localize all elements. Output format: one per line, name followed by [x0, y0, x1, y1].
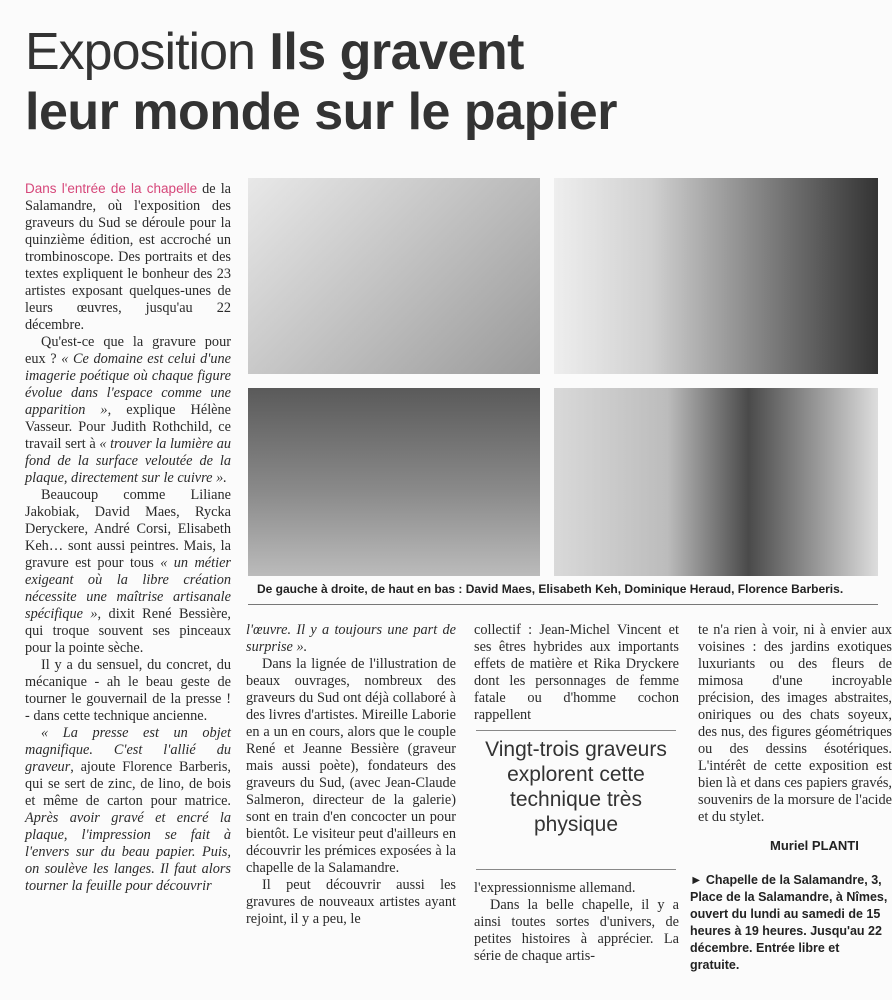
col1-p5b: , ajoute Florence Barberis, qui se sert de zinc, de lino, de bois et même de carton pour matrice.	[25, 759, 231, 809]
photo-david-maes	[248, 178, 540, 374]
pull-quote: Vingt-trois graveurs explorent cette technique très physique	[476, 730, 676, 870]
photo-dominique-heraud	[248, 388, 540, 576]
article-column-4	[698, 622, 892, 826]
quote-barberis-1: « La presse est un objet magnifique. C'est l'allié du graveur	[25, 725, 231, 775]
col1-p3a: Beaucoup comme Liliane Jakobiak, David Maes, Rycka Deryckere, André Corsi, Elisabeth Keh… sont aussi peintres. Mais, la gravure est pour tous	[25, 487, 231, 571]
caption-divider	[248, 604, 878, 605]
lead-in: Dans l'entrée de la chapelle	[25, 181, 198, 196]
quote-barberis-2: Après avoir gravé et encré la plaque, l'impression se fait à l'envers sur du beau papier. Puis, on soulève les langes. Il faut alors tourner la feuille pour découvrir	[25, 810, 231, 894]
headline-title-part1: Ils gravent	[269, 23, 524, 81]
col3-paragraph-1: collectif : Jean-Michel Vincent et ses êtres hybrides aux importants effets de matière et Rika Dryckere dont les personnages de femme fatale ou d'homme cochon rappellent	[474, 622, 679, 723]
article-column-1	[25, 180, 231, 895]
article-column-2	[246, 622, 456, 928]
col4-paragraph-1: te n'a rien à voir, ni à envier aux voisines : des jardins exotiques luxuriants ou des fleurs de mimosa d'une incroyable précision, des images abstraites, oniriques ou des chats soyeux, des nus, des figures géométriques ou des dessins ésotériques. L'intérêt de cette exposition est bien là et dans ces papiers gravés, souvenirs de la morsure de l'acide et du stylet.	[698, 622, 892, 825]
col3-paragraph-3: Dans la belle chapelle, il y a ainsi toutes sortes d'univers, de petites histoires à apprécier. La série de chaque artis-	[474, 897, 679, 964]
photo-florence-barberis	[554, 388, 878, 576]
quote-rothchild: « trouver la lumière au fond de la surface veloutée de la plaque, directement sur le cuivre ».	[25, 436, 232, 486]
col1-paragraph-1: de la Salamandre, où l'exposition des graveurs du Sud se déroule pour la quinzième édition, est accroché un trombinoscope. Des portraits et des textes expliquent le bonheur des 23 artistes exposant quelques-unes de leurs œuvres, jusqu'au 22 décembre.	[25, 181, 232, 333]
quote-bessiere: « un métier exigeant où la libre création nécessite une maîtrise artisanale spécifique »	[25, 555, 231, 622]
col1-paragraph-4: Il y a du sensuel, du concret, du mécanique - ah le beau geste de tourner le gouvernail de la presse ! - dans cette technique ancienne.	[25, 657, 231, 724]
headline	[25, 22, 865, 142]
col1-p2a: Qu'est-ce que la gravure pour eux ?	[25, 334, 231, 367]
practical-info: ► Chapelle de la Salamandre, 3, Place de la Salamandre, à Nîmes, ouvert du lundi au samedi de 15 heures à 19 heures. Jusqu'au 22 décembre. Entrée libre et gratuite.	[690, 873, 888, 972]
photo-caption: De gauche à droite, de haut en bas : David Maes, Elisabeth Keh, Dominique Heraud, Florence Barberis.	[257, 582, 844, 596]
article-column-3-bottom	[474, 880, 679, 965]
headline-kicker: Exposition	[25, 23, 255, 81]
col2-paragraph-2: Dans la lignée de l'illustration de beaux ouvrages, nombreux des graveurs du Sud ont déjà collaboré à des livres d'artistes. Mireille Laborie en a un en cours, alors que le couple René et Jeanne Bessière (graveur mais aussi poète), fondateurs des graveurs du Sud, (avec Jean-Claude Salmeron, directeur de la galerie) sont en train d'en concocter un pour bientôt. Le visiteur peut d'ailleurs en découvrir les prémices exposées à la chapelle de la Salamandre.	[246, 656, 456, 876]
photo-elisabeth-keh	[554, 178, 878, 374]
headline-title-part2: leur monde sur le papier	[25, 83, 617, 141]
col2-paragraph-1: l'œuvre. Il y a toujours une part de surprise ».	[246, 622, 456, 655]
col1-p2c: , explique Hélène Vasseur. Pour Judith Rothchild, ce travail sert à	[25, 402, 232, 452]
col3-paragraph-2: l'expressionnisme allemand.	[474, 880, 636, 896]
author-signature: Muriel PLANTI	[770, 838, 859, 853]
col2-paragraph-3: Il peut découvrir aussi les gravures de nouveaux artistes ayant rejoint, il y a peu, le	[246, 877, 456, 927]
quote-vasseur: « Ce domaine est celui d'une imagerie poétique où chaque figure évolue dans l'espace comme une apparition »	[25, 351, 231, 418]
article-column-3	[474, 622, 679, 724]
col1-p3c: , dixit René Bessière, qui troque souvent ses pinceaux pour la pointe sèche.	[25, 606, 231, 656]
